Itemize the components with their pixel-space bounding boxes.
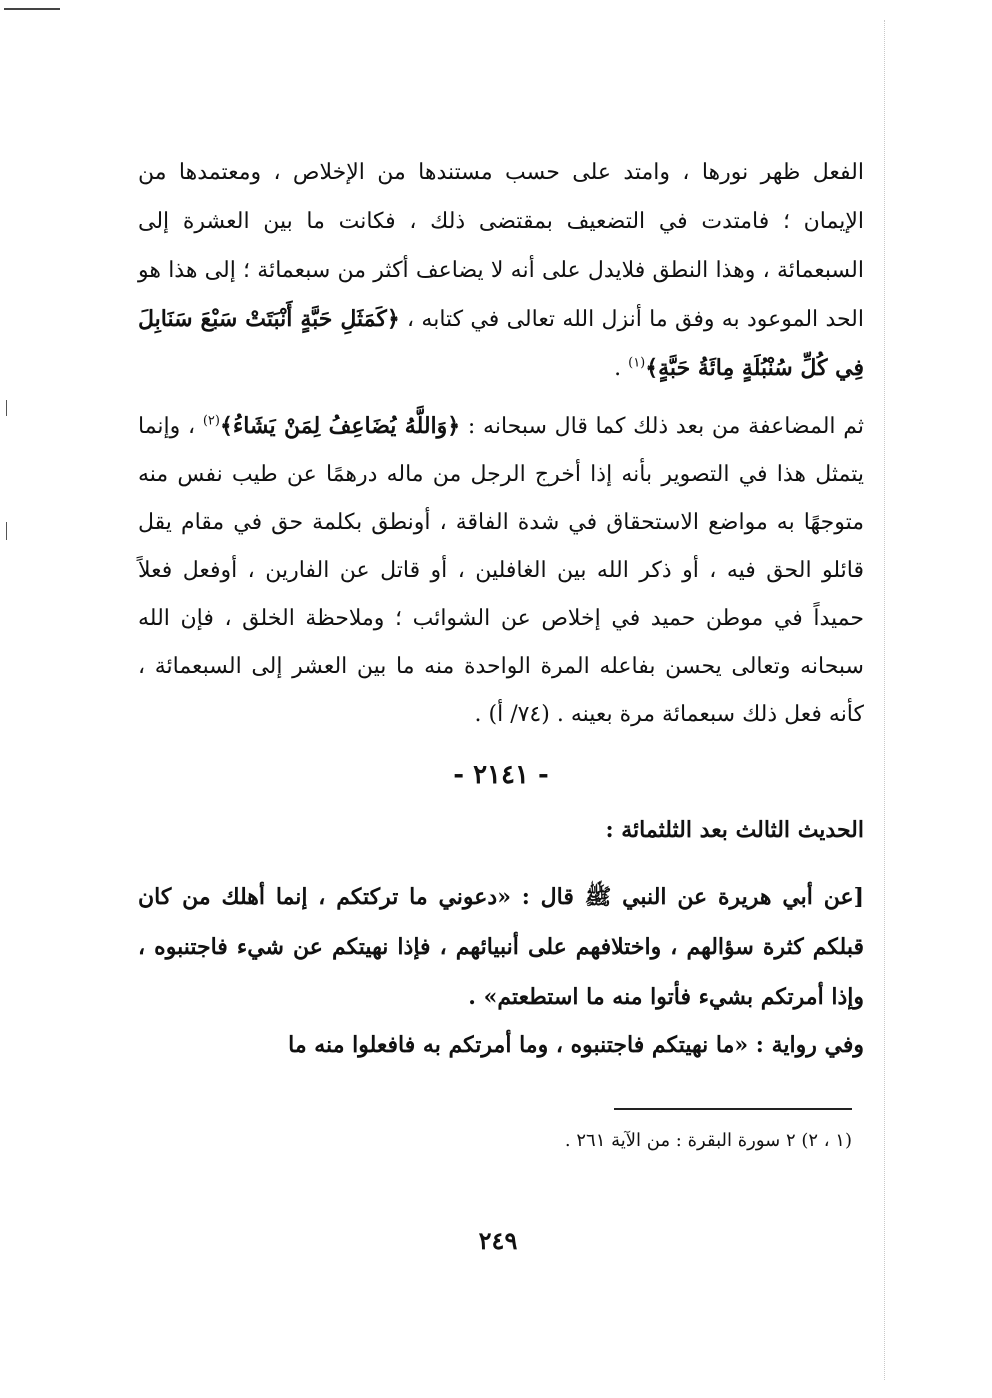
paragraph-1-text: الفعل ظهر نورها ، وامتد على حسب مستندها من الإخلاص ، ومعتمدها من الإيمان ؛ فامتدت في التضعيف بمقتضى ذلك ، فكانت ما بين العشرة إلى السبعمائة ، وهذا النطق فلايدل على أنه لا يضاعف أكثر من سبعمائة ؛ إلى هذا هو الحد الموعود به وفق ما أنزل الله تعالى في كتابه ، — [138, 160, 865, 332]
paragraph-2 — [138, 402, 864, 739]
hadith-number: - ٢١٤١ - — [453, 760, 549, 790]
footnote-divider — [614, 1108, 852, 1110]
hadith-text-2: وفي رواية : «ما نهيتكم فاجتنبوه ، وما أمرتكم به فافعلوا منه ما — [288, 1032, 864, 1058]
section-title: الحديث الثالث بعد الثلثمائة : — [605, 817, 864, 843]
scan-artifact-mark — [4, 8, 60, 10]
hadith-text: [عن أبي هريرة عن النبي ﷺ قال : «دعوني ما تركتكم ، إنما أهلك من كان قبلكم كثرة سؤالهم ، واختلافهم على أنبيائهم ، فإذا نهيتكم عن شيء فاجتنبوه ، وإذا أمرتكم بشيء فأتوا منه ما استطعتم» . — [138, 884, 864, 1010]
scan-artifact-edge — [884, 20, 885, 1380]
page-number: ٢٤٩ — [478, 1226, 518, 1255]
paragraph-2-intro: ثم المضاعفة من بعد ذلك كما قال سبحانه : — [467, 414, 865, 439]
paragraph-1: الفعل ظهر نورها ، وامتد على حسب مستندها من الإخلاص ، ومعتمدها من الإيمان ؛ فامتدت في التضعيف بمقتضى ذلك ، فكانت ما بين العشرة إلى السبعمائة ، وهذا النطق فلايدل على أنه لا يضاعف أكثر من سبعمائة ؛ إلى هذا هو الحد الموعود به وفق ما أنزل الله تعالى في كتابه ، ﴿كَمَثَلِ حَبَّةٍ أَنْبَتَتْ سَبْعَ سَنَابِلَ فِي كُلِّ سُنْبُلَةٍ مِائَةُ حَبَّةٍ﴾$^{(١)}$ . — [138, 160, 865, 381]
paragraph-2-body: ، وإنما يتمثل هذا في التصوير بأنه إذا أخرج الرجل من ماله درهمًا عن طيب نفس منه متوجهًا به مواضع الاستحقاق في شدة الفاقة ، أونطق بكلمة حق في مقام يقل قائلو الحق فيه ، أو ذكر الله بين الغافلين ، أو قاتل عن الفارين ، أوفعل فعلاً حميداً في موطن حميد في إخلاص عن الشوائب ؛ وملاحظة الخلق ، فإن الله سبحانه وتعالى يحسن بفاعله المرة الواحدة منه ما بين العشر إلى السبعمائة ، كأنه فعل ذلك سبعمائة مرة بعينه . (٧٤/ أ) . — [138, 414, 864, 727]
footnote-ref-1: (١) — [628, 355, 646, 371]
footnote-ref-2: (٢) — [202, 413, 220, 429]
quran-verse-2: ﴿وَاللَّهُ يُضَاعِفُ لِمَنْ يَشَاءُ﴾ — [219, 413, 461, 439]
quran-verse-1: ﴿كَمَثَلِ حَبَّةٍ أَنْبَتَتْ سَبْعَ سَنَابِلَ فِي كُلِّ سُنْبُلَةٍ مِائَةُ حَبَّةٍ﴾ — [138, 306, 864, 381]
scan-artifact-tick — [6, 400, 7, 416]
scan-artifact-tick — [6, 522, 7, 540]
footnote: (١ ، ٢) ٢ سورة البقرة : من الآية ٢٦١ . — [564, 1130, 852, 1151]
